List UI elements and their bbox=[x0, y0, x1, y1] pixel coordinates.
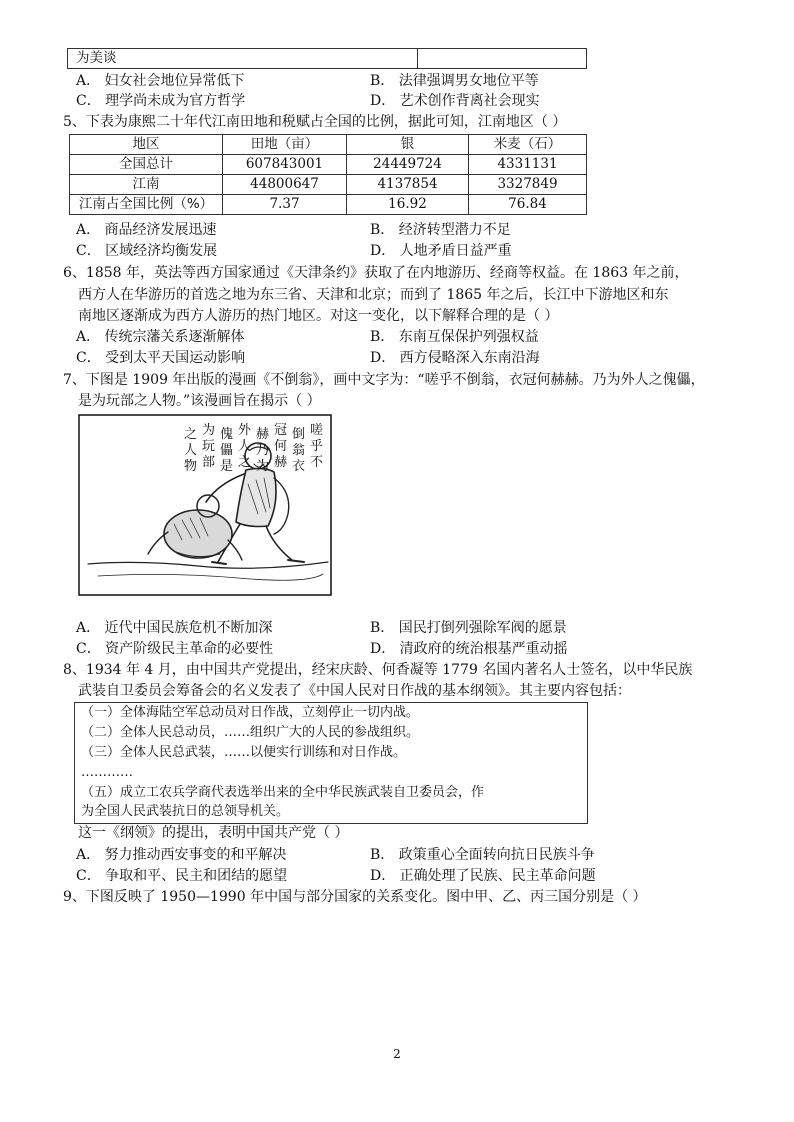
cartoon-caption-char: 傀 bbox=[220, 427, 234, 442]
cartoon-caption-char: 翁 bbox=[292, 443, 306, 458]
cartoon-caption-char: 为 bbox=[202, 423, 216, 438]
q6-option-d[interactable]: D． 西方侵略深入东南沿海 bbox=[370, 350, 540, 366]
q8-option-c[interactable]: C． 争取和平、民主和团结的愿望 bbox=[76, 868, 288, 884]
cartoon-caption-char: 乃 bbox=[256, 443, 270, 458]
q5-cell: 7.37 bbox=[223, 195, 347, 215]
table-row bbox=[70, 175, 587, 195]
q8-line-2: 武装自卫委员会筹备会的名义发表了《中国人民对日作战的基本纲领》。其主要内容包括： bbox=[78, 683, 631, 699]
q7-option-d[interactable]: D． 清政府的统治根基严重动摇 bbox=[370, 641, 568, 657]
q6-option-c[interactable]: C． 受到太平天国运动影响 bbox=[76, 350, 246, 366]
q8-box-line-3: （三）全体人民总武装，……以便实行训练和对日作战。 bbox=[81, 745, 407, 760]
q5-table-header-row bbox=[70, 135, 587, 155]
q5-cell: 江南占全国比例（%） bbox=[70, 195, 223, 215]
cartoon-caption-char: 儡 bbox=[220, 443, 234, 458]
cartoon-caption-char: 之 bbox=[238, 455, 252, 470]
q5-cell: 3327849 bbox=[469, 175, 587, 195]
cartoon-caption-char: 是 bbox=[220, 459, 234, 474]
q7-option-b[interactable]: B． 国民打倒列强除军阀的愿景 bbox=[370, 620, 567, 636]
cartoon-caption-char: 之 bbox=[184, 427, 198, 442]
cartoon-caption-char: 玩 bbox=[202, 439, 216, 454]
q5-th-region: 地区 bbox=[70, 135, 223, 155]
q8-box-line-5: （五）成立工农兵学商代表选举出来的全中华民族武装自卫委员会，作 bbox=[81, 785, 485, 800]
q8-box-line-1: （一）全体海陆空军总动员对日作战，立刻停止一切内战。 bbox=[81, 705, 420, 720]
q7-line-2: 是为玩部之人物。”该漫画旨在揭示（ ） bbox=[78, 393, 321, 409]
cartoon-caption-char: 冠 bbox=[274, 423, 288, 438]
cartoon-caption-char: 外 bbox=[238, 423, 252, 438]
q4-option-d[interactable]: D． 艺术创作背离社会现实 bbox=[370, 93, 540, 109]
cartoon-caption-char: 何 bbox=[274, 439, 288, 454]
cartoon-caption-char: 物 bbox=[184, 459, 198, 474]
q6-line-1: 6、1858 年，英法等西方国家通过《天津条约》获取了在内地游历、经商等权益。在 1863 年之前， bbox=[63, 265, 689, 281]
q5-option-b[interactable]: B． 经济转型潜力不足 bbox=[370, 222, 511, 238]
q5-cell: 24449724 bbox=[347, 155, 469, 175]
cartoon-caption-char: 赫 bbox=[256, 427, 270, 442]
q5-option-d[interactable]: D． 人地矛盾日益严重 bbox=[370, 243, 512, 259]
q8-after-text: 这一《纲领》的提出，表明中国共产党（ ） bbox=[78, 825, 349, 841]
top-table-cell-left: 为美谈 bbox=[68, 49, 418, 69]
q8-box-line-6: 为全国人民武装抗日的总领导机关。 bbox=[81, 804, 290, 819]
q5-table bbox=[69, 134, 587, 215]
q8-option-b[interactable]: B． 政策重心全面转向抗日民族斗争 bbox=[370, 847, 595, 863]
cartoon-caption-char: 不 bbox=[310, 455, 324, 470]
cartoon-illustration bbox=[78, 414, 332, 596]
top-table bbox=[67, 48, 587, 69]
q7-option-c[interactable]: C． 资产阶级民主革命的必要性 bbox=[76, 641, 274, 657]
q8-box-line-4: ………… bbox=[81, 765, 133, 780]
q9-stem: 9、下图反映了 1950—1990 年中国与部分国家的关系变化。图中甲、乙、丙三国分别是（ ） bbox=[63, 889, 647, 905]
q7-option-a[interactable]: A． 近代中国民族危机不断加深 bbox=[76, 620, 273, 636]
q5-stem: 5、下表为康熙二十年代江南田地和税赋占全国的比例，据此可知，江南地区（ ） bbox=[63, 114, 567, 130]
q5-cell: 全国总计 bbox=[70, 155, 223, 175]
q5-th-grain: 米麦（石） bbox=[469, 135, 587, 155]
q8-quote-box bbox=[74, 702, 588, 824]
cartoon-caption-char: 赫 bbox=[274, 455, 288, 470]
cartoon-caption-char: 部 bbox=[202, 455, 216, 470]
cartoon-caption-char: 嗟 bbox=[310, 423, 324, 438]
cartoon-caption-char: 倒 bbox=[292, 427, 306, 442]
table-row bbox=[70, 155, 587, 175]
q5-option-c[interactable]: C． 区域经济均衡发展 bbox=[76, 243, 218, 259]
q8-line-1: 8、1934 年 4 月，由中国共产党提出，经宋庆龄、何香凝等 1779 名国内著名人士签名，以中华民族 bbox=[63, 662, 693, 678]
top-table-cell-right bbox=[418, 49, 587, 69]
q6-line-2: 西方人在华游历的首选之地为东三省、天津和北京；而到了 1865 年之后，长江中下游地区和东 bbox=[78, 287, 669, 303]
cartoon-caption-char: 衣 bbox=[292, 459, 306, 474]
q5-option-a[interactable]: A． 商品经济发展迅速 bbox=[76, 222, 217, 238]
q8-box-line-2: （二）全体人民总动员，……组织广大的人民的参战组织。 bbox=[81, 725, 420, 740]
q5-th-silver: 银 bbox=[347, 135, 469, 155]
q7-line-1: 7、下图是 1909 年出版的漫画《不倒翁》，画中文字为：“嗟乎不倒翁，衣冠何赫赫。乃为外人之傀儡， bbox=[63, 372, 705, 388]
q5-cell: 江南 bbox=[70, 175, 223, 195]
q5-cell: 4331131 bbox=[469, 155, 587, 175]
q5-th-land: 田地（亩） bbox=[223, 135, 347, 155]
q5-cell: 44800647 bbox=[223, 175, 347, 195]
q5-cell: 76.84 bbox=[469, 195, 587, 215]
q6-line-3: 南地区逐渐成为西方人游历的热门地区。对这一变化，以下解释合理的是（ ） bbox=[78, 308, 559, 324]
cartoon-caption-char: 人 bbox=[184, 443, 198, 458]
cartoon-caption-char: 为 bbox=[256, 459, 270, 474]
q6-option-a[interactable]: A． 传统宗藩关系逐渐解体 bbox=[76, 329, 245, 345]
q4-option-a[interactable]: A． 妇女社会地位异常低下 bbox=[76, 73, 245, 89]
cartoon-caption-char: 乎 bbox=[310, 439, 324, 454]
q8-option-a[interactable]: A． 努力推动西安事变的和平解决 bbox=[76, 847, 287, 863]
q4-option-b[interactable]: B． 法律强调男女地位平等 bbox=[370, 73, 539, 89]
q4-option-c[interactable]: C． 理学尚未成为官方哲学 bbox=[76, 93, 246, 109]
table-row bbox=[70, 195, 587, 215]
q6-option-b[interactable]: B． 东南互保保护列强权益 bbox=[370, 329, 539, 345]
q5-cell: 607843001 bbox=[223, 155, 347, 175]
cartoon-caption-char: 人 bbox=[238, 439, 252, 454]
tumbler-cartoon-image bbox=[78, 414, 332, 596]
q8-option-d[interactable]: D． 正确处理了民族、民主革命问题 bbox=[370, 868, 596, 884]
page-number: 2 bbox=[393, 1047, 401, 1061]
q5-cell: 4137854 bbox=[347, 175, 469, 195]
q5-cell: 16.92 bbox=[347, 195, 469, 215]
